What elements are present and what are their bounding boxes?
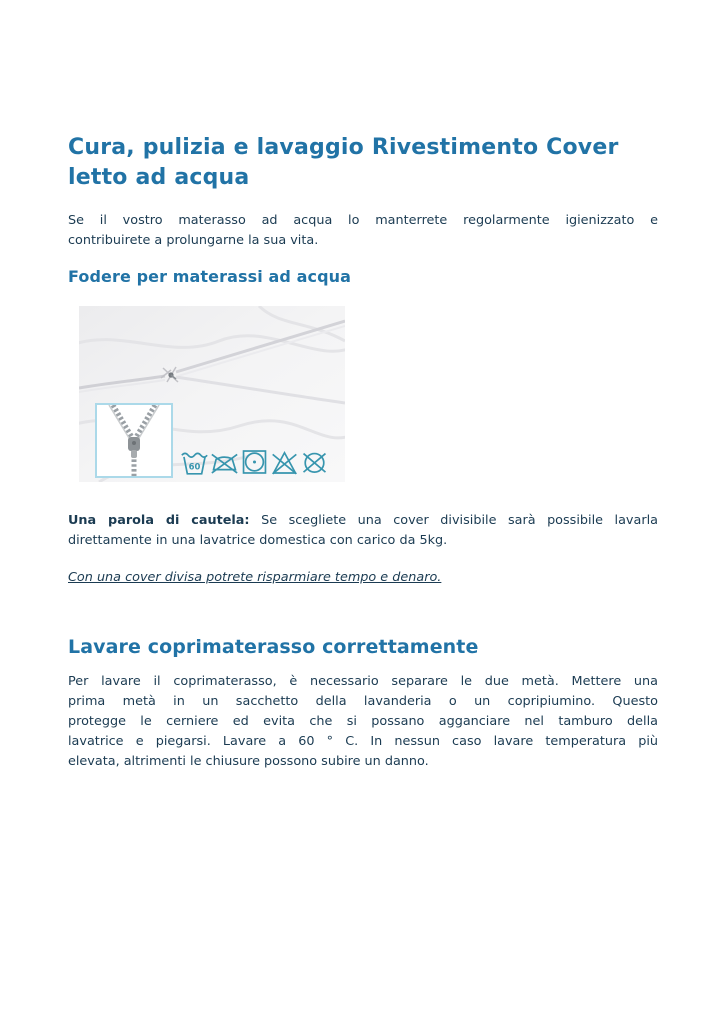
- care-symbols: [181, 446, 328, 478]
- do-not-bleach-icon: [271, 446, 298, 478]
- text-line: Per lavare il coprimaterasso, è necessario separare le due metà. Mettere una: [68, 674, 658, 689]
- text-line: elevata, altrimenti le chiusure possono subire un danno.: [68, 754, 429, 769]
- text-line: lavatrice e piegarsi. Lavare a 60 ° C. In nessun caso lavare temperatura più: [68, 734, 658, 749]
- section-heading-lavare: Lavare coprimaterasso correttamente: [68, 636, 479, 658]
- page-title-line1: Cura, pulizia e lavaggio Rivestimento Cover: [68, 135, 619, 160]
- text-line: [68, 511, 658, 531]
- mattress-cover-image: [79, 306, 345, 482]
- tumble-dry-icon: [241, 446, 268, 478]
- do-not-dry-clean-icon: [301, 446, 328, 478]
- page-title-line2: letto ad acqua: [68, 165, 250, 190]
- wash-paragraph: [68, 672, 658, 772]
- intro-paragraph: [68, 211, 658, 251]
- caution-text: Se scegliete una cover divisibile sarà possibile lavarla: [261, 513, 658, 528]
- wash-temperature-label: 60: [188, 461, 201, 472]
- text-line: direttamente in una lavatrice domestica con carico da 5kg.: [68, 533, 448, 548]
- caution-paragraph: [68, 511, 658, 551]
- do-not-iron-icon: [211, 446, 238, 478]
- wash-60-icon: [181, 446, 208, 478]
- italic-note: Con una cover divisa potrete risparmiare tempo e denaro.: [68, 570, 442, 585]
- page-title: [68, 133, 658, 193]
- text-line: protegge le cerniere ed evita che si possano agganciare nel tamburo della: [68, 714, 658, 729]
- zipper-icon: [97, 405, 171, 476]
- caution-label: Una parola di cautela:: [68, 513, 250, 528]
- section-heading-fodere: Fodere per materassi ad acqua: [68, 267, 352, 286]
- text-line: Se il vostro materasso ad acqua lo manterrete regolarmente igienizzato e: [68, 213, 658, 228]
- text-line: prima metà in un sacchetto della lavanderia o un copripiumino. Questo: [68, 694, 658, 709]
- text-line: contribuirete a prolungarne la sua vita.: [68, 233, 319, 248]
- zipper-inset-image: [95, 403, 173, 478]
